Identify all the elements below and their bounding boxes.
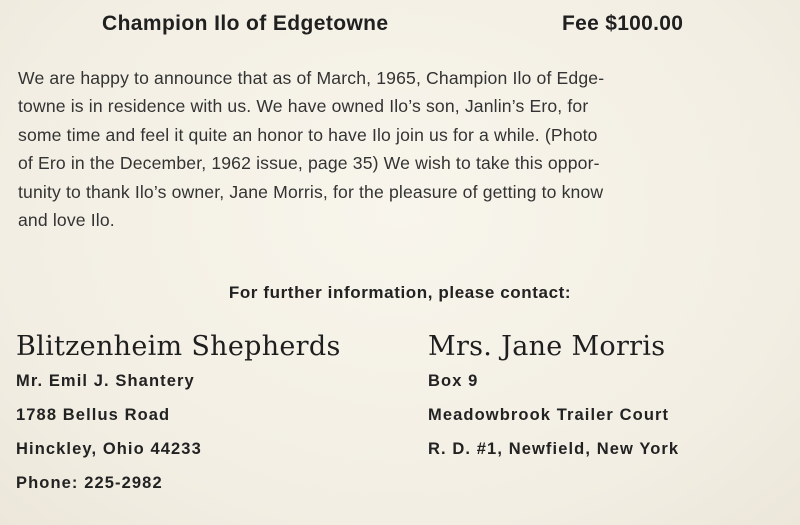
paragraph-line: We are happy to announce that as of March, 1965, Champion Ilo of Edge- bbox=[18, 68, 605, 88]
street-address: 1788 Bellus Road bbox=[16, 406, 171, 424]
kennel-name: Blitzenheim Shepherds bbox=[16, 331, 341, 362]
contact-right bbox=[428, 330, 788, 474]
paragraph-line: of Ero in the December, 1962 issue, page 35) We wish to take this oppor- bbox=[18, 153, 600, 174]
phone-number: Phone: 225-2982 bbox=[16, 474, 163, 492]
paragraph-line: towne is in residence with us. We have owned Ilo’s son, Janlin’s Ero, for bbox=[18, 96, 589, 117]
box-address: Box 9 bbox=[428, 372, 479, 390]
paragraph-line: some time and feel it quite an honor to have Ilo join us for a while. (Photo bbox=[18, 124, 598, 145]
contact-prompt: For further information, please contact: bbox=[228, 283, 572, 302]
paragraph-line: and love Ilo. bbox=[18, 210, 115, 231]
announcement-heading bbox=[0, 10, 800, 40]
trailer-court: Meadowbrook Trailer Court bbox=[428, 406, 670, 424]
city-state-zip: Hinckley, Ohio 44233 bbox=[16, 440, 202, 458]
city-state: R. D. #1, Newfield, New York bbox=[428, 440, 680, 458]
contact-left bbox=[16, 330, 396, 508]
stud-fee: Fee $100.00 bbox=[562, 12, 684, 35]
owner-name: Mrs. Jane Morris bbox=[428, 331, 666, 362]
contact-person: Mr. Emil J. Shantery bbox=[16, 372, 195, 390]
paragraph-line: tunity to thank Ilo’s owner, Jane Morris, for the pleasure of getting to know bbox=[18, 181, 604, 202]
announcement-paragraph bbox=[18, 64, 790, 234]
dog-title: Champion Ilo of Edgetowne bbox=[102, 12, 389, 35]
